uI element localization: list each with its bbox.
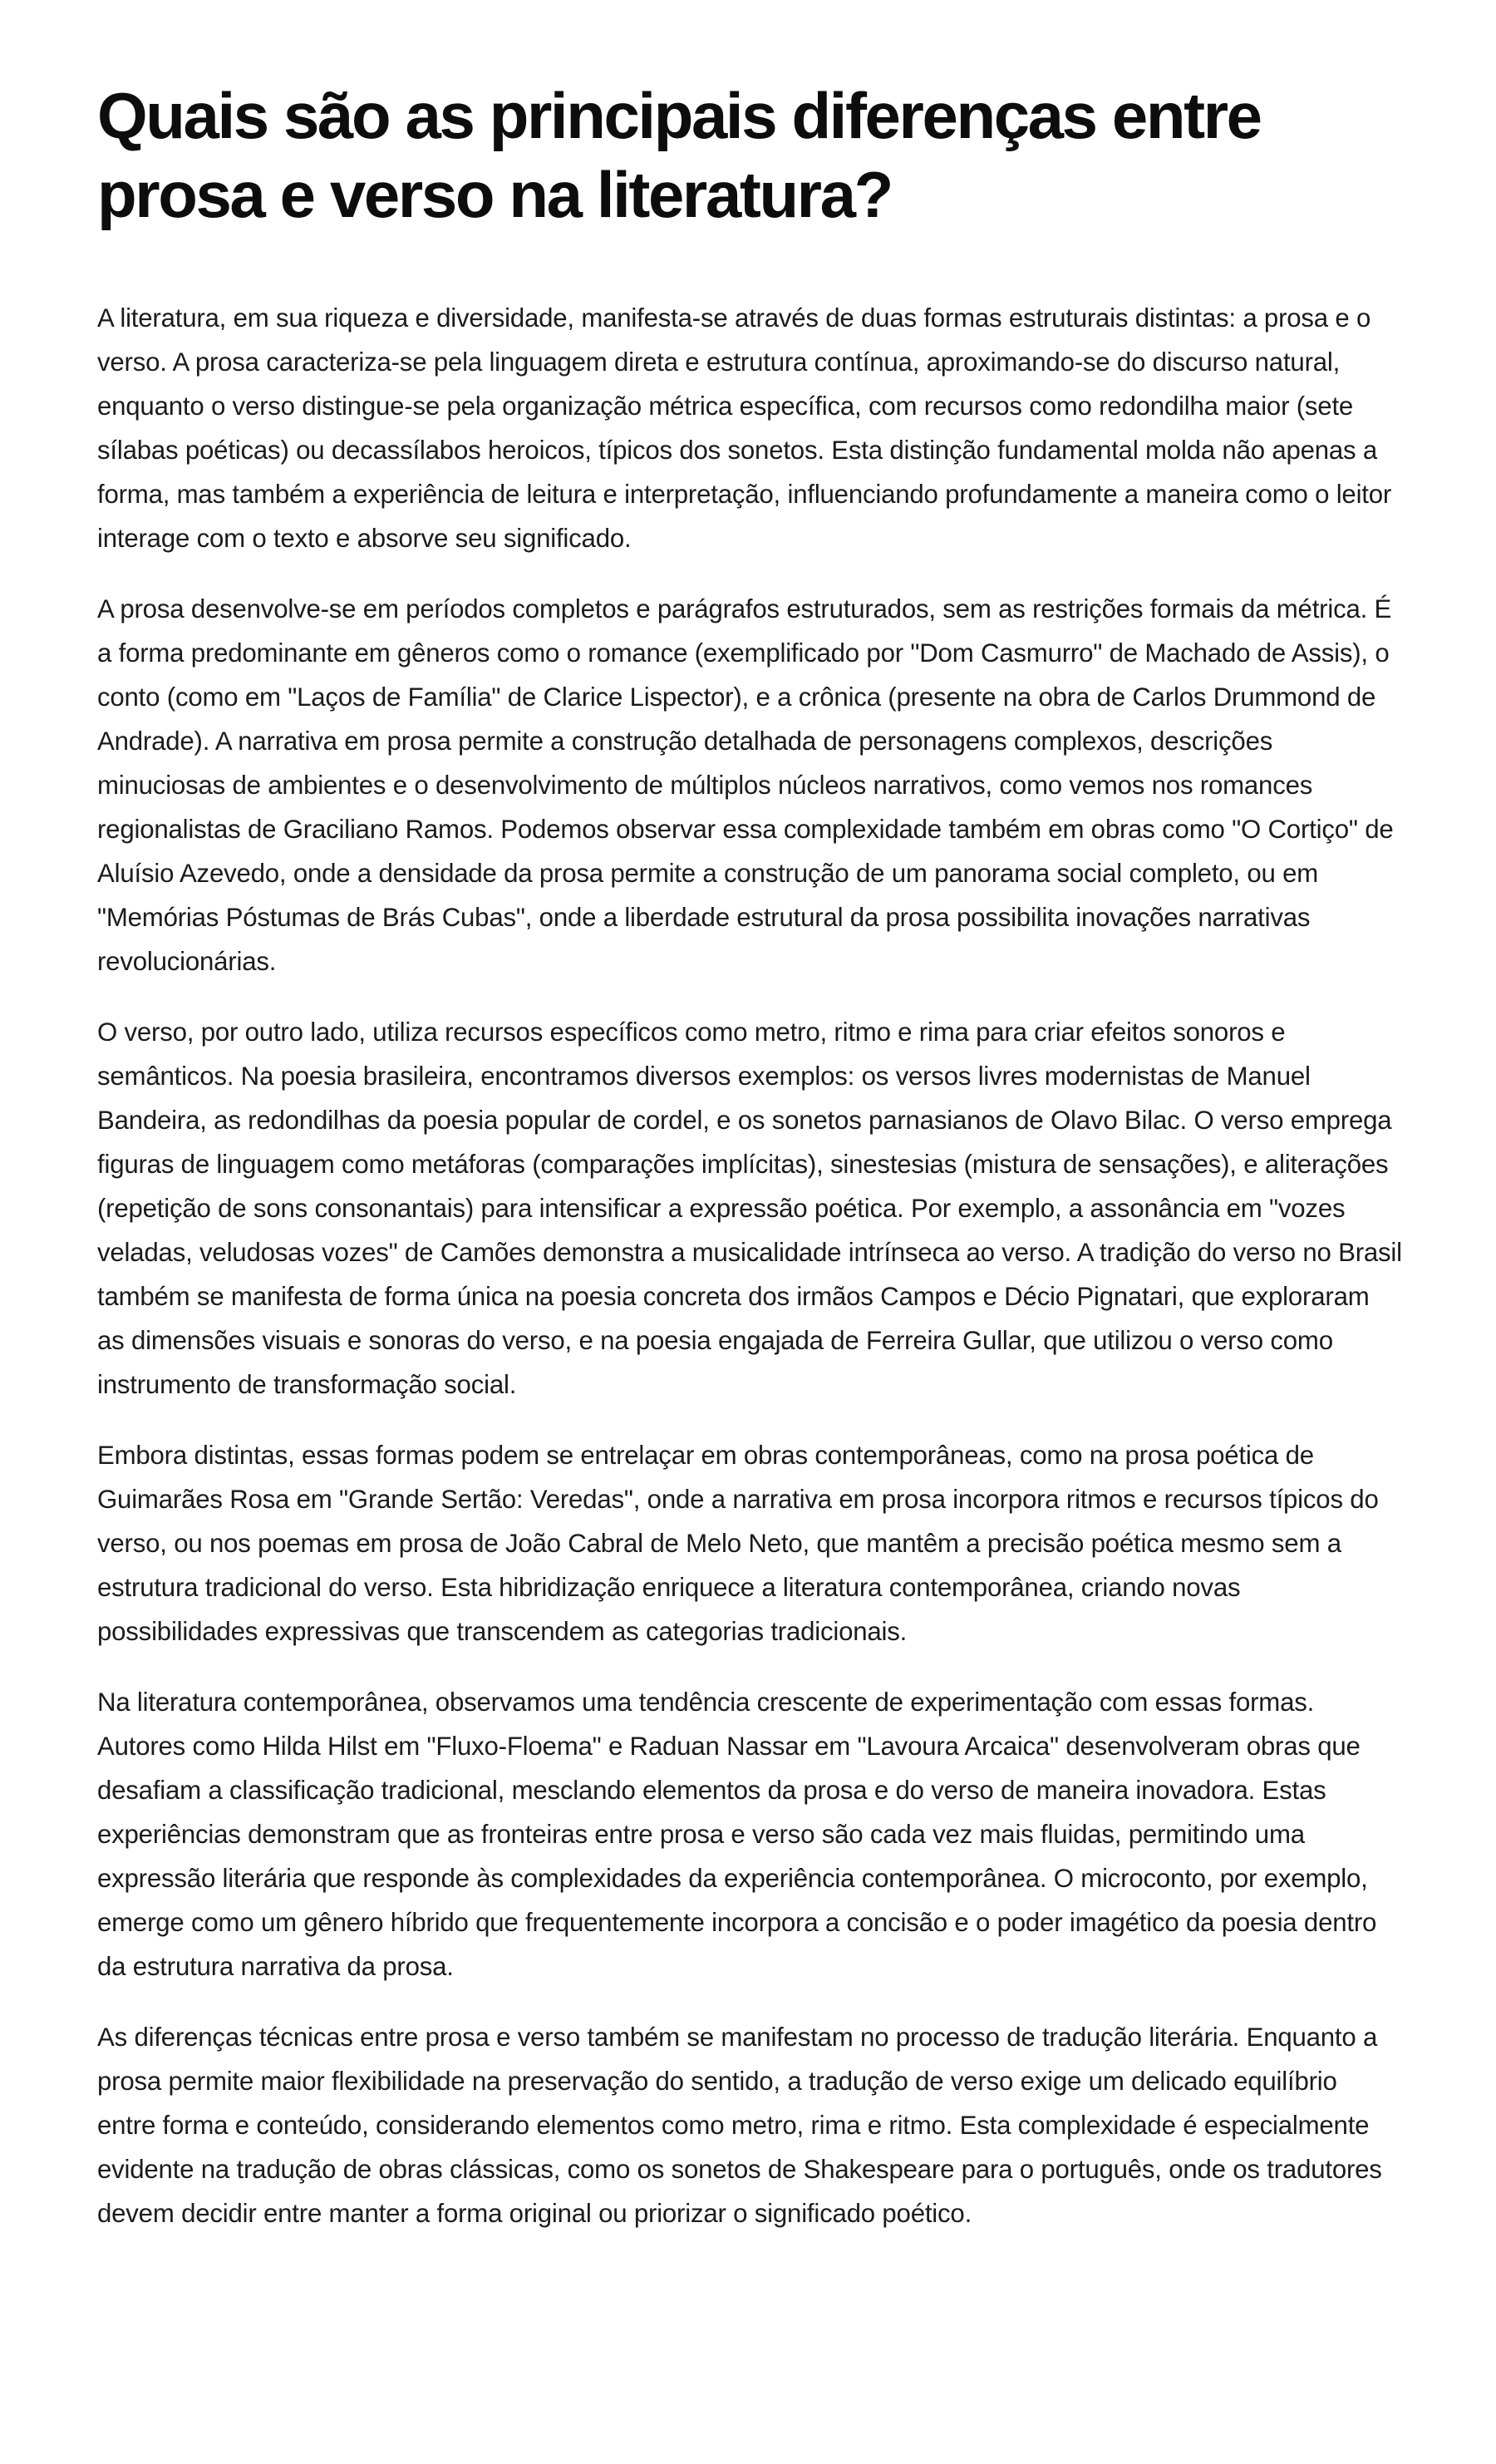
paragraph-verse: O verso, por outro lado, utiliza recursos específicos como metro, ritmo e rima para criar efeitos sonoros e semânticos. Na poesia brasileira, encontramos diversos exemplos: os versos livres modernistas de Manuel Bandeira, as redondilhas da poesia popular de cordel, e os sonetos parnasianos de Olavo Bilac. O verso emprega figuras de linguagem como metáforas (comparações implícitas), sinestesias (mistura de sensações), e aliterações (repetição de sons consonantais) para intensificar a expressão poética. Por exemplo, a assonância em "vozes veladas, veludosas vozes" de Camões demonstra a musicalidade intrínseca ao verso. A tradição do verso no Brasil também se manifesta de forma única na poesia concreta dos irmãos Campos e Décio Pignatari, que exploraram as dimensões visuais e sonoras do verso, e na poesia engajada de Ferreira Gullar, que utilizou o verso como instrumento de transformação social. — [97, 1018, 1402, 1399]
article-title: Quais são as principais diferenças entre prosa e verso na literatura? — [97, 79, 1261, 231]
paragraph-contemporary-literature: Na literatura contemporânea, observamos uma tendência crescente de experimentação com essas formas. Autores como Hilda Hilst em "Fluxo-Floema" e Raduan Nassar em "Lavoura Arcaica" desenvolveram obras que desafiam a classificação tradicional, mesclando elementos da prosa e do verso de maneira inovadora. Estas experiências demonstram que as fronteiras entre prosa e verso são cada vez mais fluidas, permitindo uma expressão literária que responde às complexidades da experiência contemporânea. O microconto, por exemplo, emerge como um gênero híbrido que frequentemente incorpora a concisão e o poder imagético da poesia dentro da estrutura narrativa da prosa. — [97, 1688, 1377, 1981]
paragraph-prose: A prosa desenvolve-se em períodos completos e parágrafos estruturados, sem as restrições formais da métrica. É a forma predominante em gêneros como o romance (exemplificado por "Dom Casmurro" de Machado de Assis), o conto (como em "Laços de Família" de Clarice Lispector), e a crônica (presente na obra de Carlos Drummond de Andrade). A narrativa em prosa permite a construção detalhada de personagens complexos, descrições minuciosas de ambientes e o desenvolvimento de múltiplos núcleos narrativos, como vemos nos romances regionalistas de Graciliano Ramos. Podemos observar essa complexidade também em obras como "O Cortiço" de Aluísio Azevedo, onde a densidade da prosa permite a construção de um panorama social completo, ou em "Memórias Póstumas de Brás Cubas", onde a liberdade estrutural da prosa possibilita inovações narrativas revolucionárias. — [97, 594, 1394, 976]
paragraph-literary-translation: As diferenças técnicas entre prosa e verso também se manifestam no processo de tradução literária. Enquanto a prosa permite maior flexibilidade na preservação do sentido, a tradução de verso exige um delicado equilíbrio entre forma e conteúdo, considerando elementos como metro, rima e ritmo. Esta complexidade é especialmente evidente na tradução de obras clássicas, como os sonetos de Shakespeare para o português, onde os tradutores devem decidir entre manter a forma original ou priorizar o significado poético. — [97, 2023, 1382, 2228]
paragraph-hybrid-forms: Embora distintas, essas formas podem se entrelaçar em obras contemporâneas, como na prosa poética de Guimarães Rosa em "Grande Sertão: Veredas", onde a narrativa em prosa incorpora ritmos e recursos típicos do verso, ou nos poemas em prosa de João Cabral de Melo Neto, que mantêm a precisão poética mesmo sem a estrutura tradicional do verso. Esta hibridização enriquece a literatura contemporânea, criando novas possibilidades expressivas que transcendem as categorias tradicionais. — [97, 1441, 1379, 1646]
paragraph-intro: A literatura, em sua riqueza e diversidade, manifesta-se através de duas formas estruturais distintas: a prosa e o verso. A prosa caracteriza-se pela linguagem direta e estrutura contínua, aproximando-se do discurso natural, enquanto o verso distingue-se pela organização métrica específica, com recursos como redondilha maior (sete sílabas poéticas) ou decassílabos heroicos, típicos dos sonetos. Esta distinção fundamental molda não apenas a forma, mas também a experiência de leitura e interpretação, influenciando profundamente a maneira como o leitor interage com o texto e absorve seu significado. — [97, 303, 1392, 553]
article-body — [97, 296, 1402, 2235]
